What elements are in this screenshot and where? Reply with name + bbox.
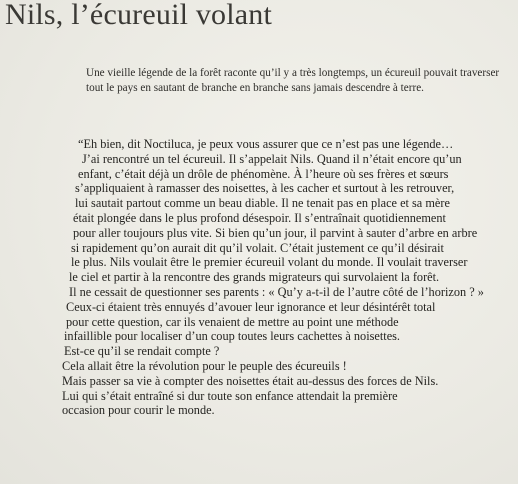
- story-line: pour aller toujours plus vite. Si bien qu’un jour, il parvint à sauter d’arbre en arbre: [73, 225, 478, 240]
- story-line: si rapidement qu’on aurait dit qu’il volait. C’était justement ce qu’il désirait: [71, 240, 444, 255]
- story-line: le ciel et partir à la rencontre des grands migrateurs qui survolaient la forêt.: [69, 270, 440, 285]
- story-line: Mais passer sa vie à compter des noisettes était au-dessus des forces de Nils.: [62, 373, 439, 388]
- intro-paragraph: Une vieille légende de la forêt raconte qu’il y a très longtemps, un écureuil pouvait traverser tout le pays en sautant de branche en branche sans jamais descendre à terre.: [86, 67, 500, 94]
- story-line: lui sautait partout comme un beau diable. Il ne tenait pas en place et sa mère: [75, 196, 450, 211]
- story-line: Est-ce qu’il se rendait compte ?: [64, 344, 220, 359]
- story-line: infaillible pour localiser d’un coup toutes leurs cachettes à noisettes.: [64, 329, 401, 344]
- story-line: Ceux-ci étaient très ennuyés d’avouer leur ignorance et leur désintérêt total: [66, 299, 436, 314]
- story-line: enfant, c’était déjà un drôle de phénomène. À l’heure où ses frères et sœurs: [78, 166, 449, 181]
- story-line: Cela allait être la révolution pour le peuple des écureuils !: [62, 358, 347, 373]
- story-line: “Eh bien, dit Noctiluca, je peux vous assurer que ce n’est pas une légende…: [78, 137, 454, 151]
- story-line: J’ai rencontré un tel écureuil. Il s’appelait Nils. Quand il n’était encore qu’un: [82, 151, 462, 166]
- story-line: Il ne cessait de questionner ses parents : « Qu’y a-t-il de l’autre côté de l’horizon ? »: [69, 284, 484, 299]
- story-line: occasion pour courir le monde.: [62, 403, 215, 418]
- story-line: pour cette question, car ils venaient de mettre au point une méthode: [66, 314, 399, 329]
- story-text: [62, 137, 515, 418]
- story-line: Lui qui s’était entraîné si dur toute son enfance attendait la première: [62, 388, 398, 403]
- story-line: était plongée dans le plus profond désespoir. Il s’entraînait quotidiennement: [73, 210, 446, 225]
- page-title: Nils, l’écureuil volant: [5, 0, 273, 31]
- story-line: s’appliquaient à ramasser des noisettes, à les cacher et surtout à les retrouver,: [75, 181, 455, 196]
- story-line: le plus. Nils voulait être le premier écureuil volant du monde. Il voulait traverser: [71, 255, 468, 270]
